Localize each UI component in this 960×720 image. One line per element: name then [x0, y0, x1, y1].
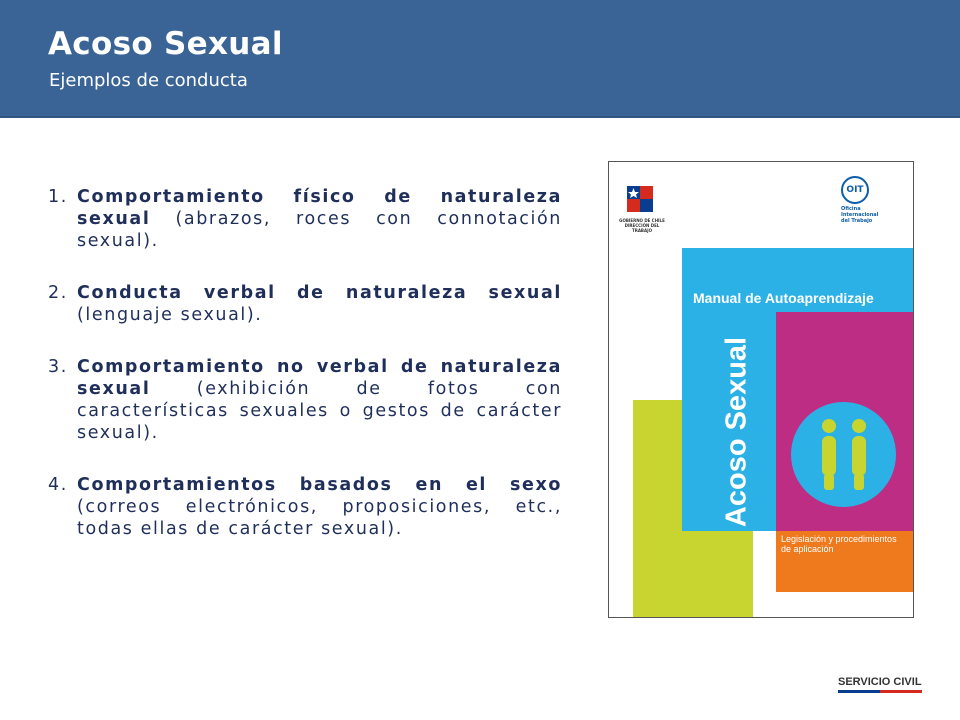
list-item-bold: Conducta verbal de naturaleza sexual — [77, 283, 562, 303]
list-item — [48, 282, 562, 326]
list-item-detail: (exhibición de fotos con características sexuales o gestos de carácter sexual). — [77, 379, 562, 443]
list-item-number: 4. — [48, 475, 68, 495]
list-item — [48, 186, 562, 252]
list-item-text — [77, 356, 562, 444]
cover-figures-circle — [791, 402, 896, 507]
list-item-text — [77, 474, 562, 540]
list-item-text — [77, 282, 562, 326]
cover-legislacion-text: Legislación y procedimientos de aplicación — [781, 534, 897, 554]
footer-brand-bar — [838, 690, 922, 693]
cover-manual-label: Manual de Autoaprendizaje — [693, 290, 874, 306]
list-item-text — [77, 186, 562, 252]
conduct-list — [48, 186, 562, 570]
gobierno-chile-logo — [619, 184, 665, 233]
list-item-number: 1. — [48, 187, 68, 207]
cover-vertical-title: Acoso Sexual — [720, 336, 753, 528]
people-figures-icon — [791, 402, 896, 507]
oit-caption: Oficina Internacional del Trabajo — [841, 206, 879, 224]
oit-mark-icon: OIT — [841, 176, 869, 204]
list-item — [48, 356, 562, 444]
list-item — [48, 474, 562, 540]
manual-cover-image — [608, 161, 914, 618]
list-item-detail: (correos electrónicos, proposiciones, etc., todas ellas de carácter sexual). — [77, 497, 562, 539]
footer-brand-text: SERVICIO CIVIL — [838, 676, 922, 688]
slide-title: Acoso Sexual — [48, 26, 283, 62]
servicio-civil-logo — [838, 676, 922, 693]
list-item-detail: (lenguaje sexual). — [77, 305, 263, 325]
list-item-detail: (abrazos, roces con connotación sexual). — [77, 209, 562, 251]
list-item-number: 2. — [48, 283, 68, 303]
list-item-bold: Comportamiento físico de naturaleza sexual — [77, 187, 562, 229]
slide-header — [0, 0, 960, 118]
list-item-bold: Comportamiento no verbal de naturaleza sexual — [77, 357, 562, 399]
gob-logo-caption: GOBIERNO DE CHILE DIRECCIÓN DEL TRABAJO — [619, 218, 665, 233]
list-item-bold: Comportamientos basados en el sexo — [77, 475, 562, 495]
slide-subtitle: Ejemplos de conducta — [49, 70, 248, 91]
list-item-number: 3. — [48, 357, 68, 377]
oit-logo — [841, 176, 881, 224]
chile-shield-icon — [625, 184, 655, 214]
